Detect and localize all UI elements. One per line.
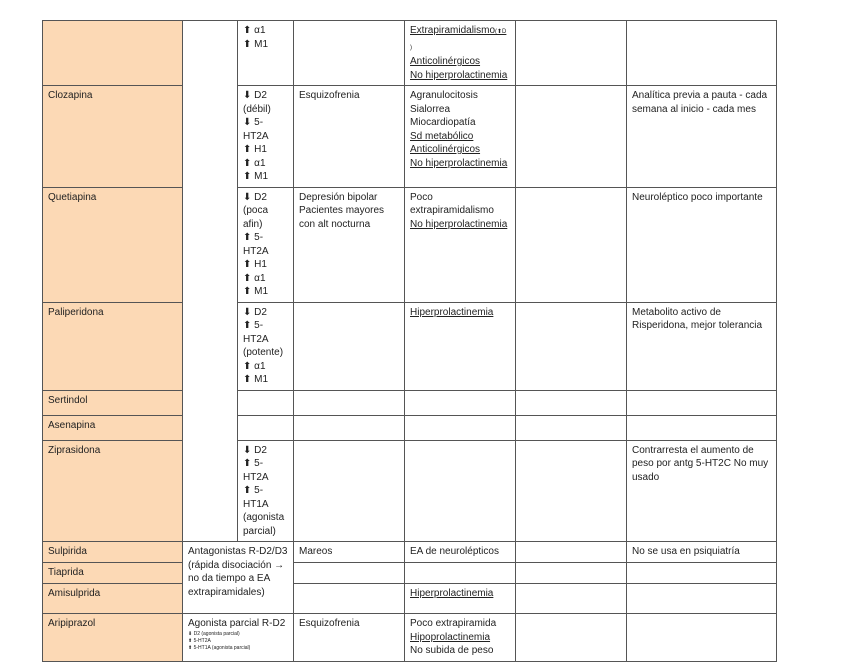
adverse-item bbox=[410, 116, 510, 130]
notes-cell bbox=[627, 390, 777, 415]
empty-cell bbox=[516, 563, 627, 584]
table-row bbox=[43, 440, 777, 542]
adverse-item bbox=[410, 631, 510, 645]
notes-cell bbox=[627, 614, 777, 662]
empty-cell bbox=[516, 440, 627, 542]
empty-cell bbox=[516, 614, 627, 662]
drug-name: Quetiapina bbox=[48, 191, 97, 203]
receptor-cell bbox=[238, 86, 294, 188]
table-row bbox=[43, 21, 777, 86]
drug-name-cell bbox=[43, 187, 183, 302]
table-row bbox=[43, 415, 777, 440]
notes-cell bbox=[627, 86, 777, 188]
adverse-text: No hiperprolactinemia bbox=[410, 69, 508, 81]
adverse-text: Miocardiopatía bbox=[410, 117, 476, 128]
adverse-text: Agranulocitosis bbox=[410, 90, 478, 101]
receptor-line: ⬆ 5-HT2A bbox=[243, 458, 269, 483]
receptor-cell bbox=[238, 187, 294, 302]
drug-name-cell bbox=[43, 584, 183, 614]
adverse-text: Hiperprolactinemia bbox=[410, 306, 494, 318]
receptor-cell bbox=[238, 415, 294, 440]
receptor-line: ⬇ 5-HT2A bbox=[243, 117, 269, 142]
receptor-cell bbox=[238, 390, 294, 415]
notes-text: Contrarresta el aumento de peso por antg 5-HT2C No muy usado bbox=[632, 444, 769, 483]
adverse-text: Hipoprolactinemia bbox=[410, 631, 491, 643]
notes-cell bbox=[627, 302, 777, 390]
adverse-text: EA de neurolépticos bbox=[410, 546, 499, 557]
adverse-text: Sialorrea bbox=[410, 103, 451, 115]
drug-name: Tiaprida bbox=[48, 567, 84, 578]
adverse-cell bbox=[405, 187, 516, 302]
notes-text: No se usa en psiquiatría bbox=[632, 546, 740, 557]
receptor-cell bbox=[238, 440, 294, 542]
empty-cell bbox=[516, 415, 627, 440]
adverse-text: No subida de peso bbox=[410, 645, 494, 656]
adverse-cell bbox=[405, 563, 516, 584]
table-row bbox=[43, 187, 777, 302]
indication-cell bbox=[294, 440, 405, 542]
indication-cell bbox=[294, 390, 405, 415]
adverse-item bbox=[410, 644, 510, 658]
adverse-cell bbox=[405, 584, 516, 614]
notes-cell bbox=[627, 563, 777, 584]
receptor-line: ⬆ M1 bbox=[243, 286, 269, 297]
drug-name-cell bbox=[43, 302, 183, 390]
notes-cell bbox=[627, 415, 777, 440]
table-row bbox=[43, 542, 777, 563]
drug-name-cell bbox=[43, 86, 183, 188]
adverse-cell bbox=[405, 390, 516, 415]
drug-name-cell bbox=[43, 21, 183, 86]
drug-name-cell bbox=[43, 440, 183, 542]
drug-name-cell bbox=[43, 415, 183, 440]
receptor-line: ⬆ α1 bbox=[243, 272, 266, 284]
adverse-item bbox=[410, 306, 510, 320]
indication-cell bbox=[294, 415, 405, 440]
adverse-item bbox=[410, 69, 510, 83]
drug-name-cell bbox=[43, 390, 183, 415]
adverse-cell bbox=[405, 86, 516, 188]
receptor-line: ⬆ α1 bbox=[243, 25, 266, 36]
table-row bbox=[43, 302, 777, 390]
empty-cell bbox=[516, 187, 627, 302]
receptor-line: afin) bbox=[243, 218, 263, 230]
drug-name: Sulpirida bbox=[48, 546, 87, 557]
antipsychotics-table bbox=[42, 20, 777, 662]
indication-text: Depresión bipolar Pacientes mayores con alt nocturna bbox=[299, 191, 385, 230]
drug-name: Ziprasidona bbox=[48, 444, 101, 456]
receptor-line: ⬇ D2 (débil) bbox=[243, 90, 271, 115]
empty-cell bbox=[516, 584, 627, 614]
empty-cell bbox=[516, 86, 627, 188]
receptor-line: ⬆ 5-HT1A bbox=[243, 485, 269, 510]
table-row bbox=[43, 563, 777, 584]
mechanism-cell bbox=[183, 614, 294, 662]
adverse-text: Hiperprolactinemia bbox=[410, 588, 494, 599]
adverse-cell bbox=[405, 440, 516, 542]
table-row bbox=[43, 86, 777, 188]
mechanism-cell bbox=[183, 542, 294, 614]
indication-cell bbox=[294, 86, 405, 188]
adverse-cell bbox=[405, 415, 516, 440]
notes-text: Metabolito activo de Risperidona, mejor tolerancia bbox=[632, 306, 763, 331]
adverse-item bbox=[410, 24, 510, 55]
receptor-line: ⬇ D2 bbox=[243, 444, 267, 456]
notes-cell bbox=[627, 187, 777, 302]
empty-cell bbox=[516, 302, 627, 390]
receptor-line: (agonista bbox=[243, 512, 285, 523]
indication-cell bbox=[294, 187, 405, 302]
adverse-item bbox=[410, 55, 510, 69]
receptor-line: parcial) bbox=[243, 525, 276, 537]
receptor-line: ⬆ M1 bbox=[243, 38, 269, 50]
adverse-cell bbox=[405, 21, 516, 86]
empty-cell bbox=[516, 542, 627, 563]
receptor-line: ⬇ D2 (poca bbox=[243, 191, 269, 216]
receptor-line: (potente) bbox=[243, 347, 284, 358]
adverse-text: Poco extrapiramidalismo bbox=[410, 191, 494, 216]
adverse-cell bbox=[405, 302, 516, 390]
drug-name: Paliperidona bbox=[48, 306, 104, 318]
receptor-line: ⬆ 5-HT2A bbox=[243, 232, 269, 257]
notes-cell bbox=[627, 542, 777, 563]
adverse-text: Poco extrapiramida bbox=[410, 618, 497, 629]
drug-name-cell bbox=[43, 614, 183, 662]
indication-text: Esquizofrenia bbox=[299, 618, 360, 629]
adverse-item bbox=[410, 218, 510, 232]
empty-cell bbox=[516, 21, 627, 86]
adverse-item bbox=[410, 130, 510, 144]
mechanism-text: Antagonistas R-D2/D3 (rápida disociación → no da tiempo a EA extrapiramidales) bbox=[188, 546, 288, 598]
drug-name: Amisulprida bbox=[48, 588, 101, 599]
group-blank-cell bbox=[183, 21, 238, 542]
adverse-text: No hiperprolactinemia bbox=[410, 157, 508, 169]
adverse-text: Anticolinérgicos bbox=[410, 56, 481, 67]
indication-text: Esquizofrenia bbox=[299, 90, 360, 101]
indication-cell bbox=[294, 614, 405, 662]
table-row bbox=[43, 584, 777, 614]
adverse-item bbox=[410, 545, 510, 559]
indication-text: Mareos bbox=[299, 546, 333, 557]
indication-cell bbox=[294, 584, 405, 614]
adverse-item bbox=[410, 157, 510, 171]
receptor-line: ⬆ H1 bbox=[243, 144, 267, 155]
notes-text: Neuroléptico poco importante bbox=[632, 191, 763, 203]
adverse-item bbox=[410, 89, 510, 103]
receptor-line: ⬆ 5-HT1A (agonista parcial) bbox=[188, 644, 251, 651]
indication-cell bbox=[294, 302, 405, 390]
adverse-item bbox=[410, 143, 510, 157]
indication-cell bbox=[294, 542, 405, 563]
adverse-item bbox=[410, 587, 510, 601]
table-body bbox=[43, 21, 777, 662]
notes-cell bbox=[627, 440, 777, 542]
drug-name: Asenapina bbox=[48, 419, 96, 431]
adverse-item bbox=[410, 191, 510, 218]
receptor-line: ⬆ M1 bbox=[243, 171, 269, 182]
receptor-line: ⬆ α1 bbox=[243, 157, 266, 169]
drug-name: Clozapina bbox=[48, 90, 93, 101]
adverse-cell bbox=[405, 614, 516, 662]
adverse-text: No hiperprolactinemia bbox=[410, 218, 508, 230]
notes-cell bbox=[627, 21, 777, 86]
receptor-line: ⬆ 5-HT2A bbox=[188, 637, 211, 644]
drug-name-cell bbox=[43, 542, 183, 563]
receptor-cell bbox=[238, 21, 294, 86]
table-row bbox=[43, 390, 777, 415]
indication-cell bbox=[294, 563, 405, 584]
drug-name-cell bbox=[43, 563, 183, 584]
adverse-item bbox=[410, 617, 510, 631]
adverse-text: Anticolinérgicos bbox=[410, 144, 481, 155]
receptor-line: ⬇ D2 bbox=[243, 306, 267, 318]
notes-text: Analítica previa a pauta - cada semana al inicio - cada mes bbox=[632, 90, 768, 115]
adverse-suffix: (⬆D ) bbox=[410, 29, 507, 51]
notes-cell bbox=[627, 584, 777, 614]
adverse-cell bbox=[405, 542, 516, 563]
receptor-cell bbox=[238, 302, 294, 390]
empty-cell bbox=[516, 390, 627, 415]
adverse-item bbox=[410, 103, 510, 117]
receptor-line: ⬆ M1 bbox=[243, 374, 269, 385]
drug-name: Sertindol bbox=[48, 394, 88, 406]
drug-name: Aripiprazol bbox=[48, 618, 96, 629]
receptor-line: ⬆ H1 bbox=[243, 259, 267, 270]
indication-cell bbox=[294, 21, 405, 86]
receptor-line: ⬆ 5-HT2A bbox=[243, 320, 269, 345]
adverse-text: Extrapiramidalismo bbox=[410, 25, 496, 36]
adverse-text: Sd metabólico bbox=[410, 130, 474, 142]
receptor-line: ⬇ D2 (agonista parcial) bbox=[188, 630, 240, 637]
table-row bbox=[43, 614, 777, 662]
receptor-line: ⬆ α1 bbox=[243, 360, 266, 372]
mechanism-text: Agonista parcial R-D2 bbox=[188, 618, 286, 629]
